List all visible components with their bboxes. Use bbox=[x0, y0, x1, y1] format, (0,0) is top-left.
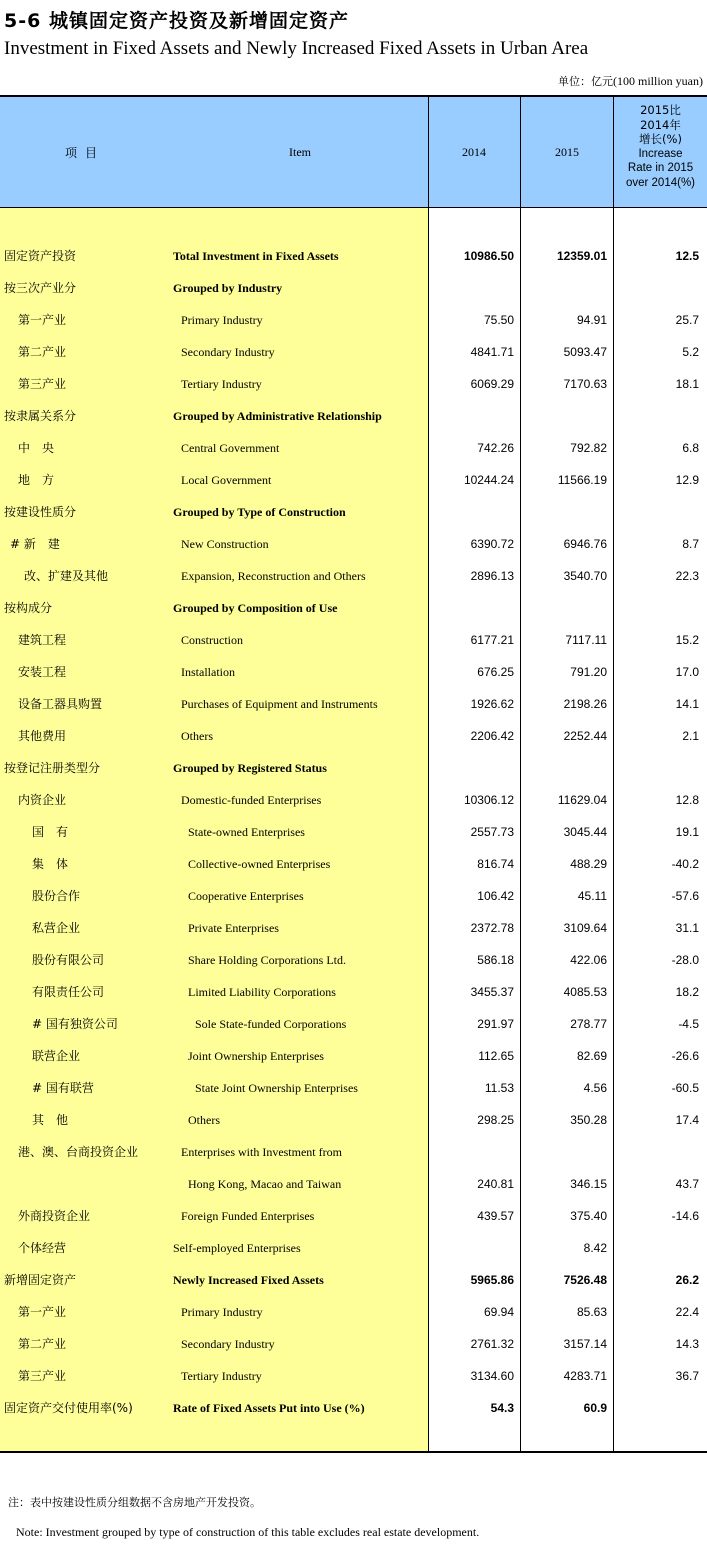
row-value-2014: 676.25 bbox=[477, 665, 514, 679]
row-item-cn: # 国有联营 bbox=[32, 1081, 94, 1095]
header-item-cn: 项目 bbox=[64, 146, 105, 160]
row-value-2014: 291.97 bbox=[477, 1017, 514, 1031]
row-increase-rate: 14.3 bbox=[675, 1337, 699, 1351]
row-value-2015: 3540.70 bbox=[563, 569, 607, 583]
row-increase-rate: 31.1 bbox=[675, 921, 699, 935]
table-header bbox=[0, 97, 707, 208]
row-value-2014: 10306.12 bbox=[463, 793, 514, 807]
row-value-2015: 4085.53 bbox=[563, 985, 607, 999]
table-row bbox=[0, 1072, 707, 1104]
row-item-en: Local Government bbox=[181, 473, 272, 487]
row-value-2014: 112.65 bbox=[478, 1049, 514, 1063]
row-value-2015: 3109.64 bbox=[563, 921, 607, 935]
table-row bbox=[0, 816, 707, 848]
row-item-cn: 按登记注册类型分 bbox=[4, 761, 101, 775]
row-item-en: Others bbox=[188, 1113, 220, 1127]
row-item-cn: 中 央 bbox=[18, 441, 55, 455]
row-increase-rate: 12.5 bbox=[675, 249, 699, 263]
row-item-en: Enterprises with Investment from bbox=[181, 1145, 342, 1159]
row-value-2015: 7117.11 bbox=[565, 633, 607, 647]
row-increase-rate: 22.4 bbox=[675, 1305, 699, 1319]
table-row bbox=[0, 1328, 707, 1360]
header-year-2015: 2015 bbox=[555, 145, 579, 159]
table-row bbox=[0, 784, 707, 816]
row-value-2015: 82.69 bbox=[576, 1049, 607, 1063]
row-value-2014: 3455.37 bbox=[470, 985, 514, 999]
row-value-2015: 2252.44 bbox=[563, 729, 607, 743]
row-increase-rate: -57.6 bbox=[671, 889, 699, 903]
table-row bbox=[0, 432, 707, 464]
table-row bbox=[0, 1264, 707, 1296]
row-item-en: Primary Industry bbox=[181, 313, 263, 327]
table-row bbox=[0, 592, 707, 624]
row-item-en: New Construction bbox=[181, 537, 269, 551]
row-increase-rate: 17.0 bbox=[675, 665, 699, 679]
row-item-en: Sole State-funded Corporations bbox=[195, 1017, 347, 1031]
row-value-2015: 7526.48 bbox=[563, 1273, 607, 1287]
row-item-en: Domestic-funded Enterprises bbox=[181, 793, 322, 807]
table-row bbox=[0, 464, 707, 496]
row-item-cn: 股份合作 bbox=[32, 889, 81, 903]
row-increase-rate: -60.5 bbox=[671, 1081, 699, 1095]
row-item-en: Construction bbox=[181, 633, 243, 647]
row-item-cn: 其他费用 bbox=[18, 729, 67, 743]
row-value-2015: 375.40 bbox=[570, 1209, 607, 1223]
table-row bbox=[0, 1168, 707, 1200]
row-item-cn: # 新 建 bbox=[10, 537, 60, 551]
table-row bbox=[0, 400, 707, 432]
row-item-cn: 第三产业 bbox=[18, 377, 67, 391]
row-item-en: Private Enterprises bbox=[188, 921, 279, 935]
row-value-2015: 346.15 bbox=[570, 1177, 607, 1191]
row-item-cn: # 国有独资公司 bbox=[32, 1017, 118, 1031]
table-row bbox=[0, 1392, 707, 1424]
row-increase-rate: 6.8 bbox=[682, 441, 699, 455]
row-item-en: State-owned Enterprises bbox=[188, 825, 305, 839]
table-row bbox=[0, 720, 707, 752]
row-increase-rate: 12.8 bbox=[675, 793, 699, 807]
row-value-2015: 350.28 bbox=[570, 1113, 607, 1127]
table-row bbox=[0, 336, 707, 368]
row-item-cn: 国 有 bbox=[32, 825, 69, 839]
row-item-en: Hong Kong, Macao and Taiwan bbox=[188, 1177, 342, 1191]
row-item-en: Grouped by Registered Status bbox=[173, 761, 327, 775]
table-row bbox=[0, 1296, 707, 1328]
row-value-2015: 3157.14 bbox=[563, 1337, 607, 1351]
row-item-cn: 按三次产业分 bbox=[4, 281, 77, 295]
data-table bbox=[0, 95, 707, 1453]
row-increase-rate: 14.1 bbox=[675, 697, 699, 711]
header-rate-cn-3: 增长(%) bbox=[639, 132, 682, 146]
row-item-cn: 港、澳、台商投资企业 bbox=[18, 1145, 139, 1159]
page-title-cn: 5-6 城镇固定资产投资及新增固定资产 bbox=[4, 10, 349, 32]
row-value-2015: 11566.19 bbox=[557, 473, 607, 487]
row-increase-rate: -26.6 bbox=[671, 1049, 699, 1063]
row-item-en: Grouped by Industry bbox=[173, 281, 283, 295]
table-row bbox=[0, 1008, 707, 1040]
table-row bbox=[0, 560, 707, 592]
row-item-en: Cooperative Enterprises bbox=[188, 889, 304, 903]
row-increase-rate: 17.4 bbox=[675, 1113, 699, 1127]
row-item-cn: 联营企业 bbox=[32, 1049, 81, 1063]
row-item-cn: 按隶属关系分 bbox=[4, 409, 77, 423]
row-item-en: Rate of Fixed Assets Put into Use (%) bbox=[173, 1401, 365, 1415]
row-item-cn: 第三产业 bbox=[18, 1369, 67, 1383]
footnote-cn: 注：表中按建设性质分组数据不含房地产开发投资。 bbox=[8, 1496, 261, 1509]
table-row bbox=[0, 304, 707, 336]
row-value-2014: 69.94 bbox=[483, 1305, 514, 1319]
row-item-cn: 集 体 bbox=[32, 857, 69, 871]
row-item-en: Primary Industry bbox=[181, 1305, 263, 1319]
row-item-en: Tertiary Industry bbox=[181, 1369, 262, 1383]
row-item-cn: 有限责任公司 bbox=[32, 985, 105, 999]
row-value-2015: 488.29 bbox=[570, 857, 607, 871]
row-value-2015: 12359.01 bbox=[556, 249, 607, 263]
row-item-en: Tertiary Industry bbox=[181, 377, 262, 391]
row-value-2014: 6069.29 bbox=[470, 377, 514, 391]
footnote-en: Note: Investment grouped by type of construction of this table excludes real estate development. bbox=[16, 1525, 480, 1539]
row-item-cn: 内资企业 bbox=[18, 793, 67, 807]
row-value-2014: 10244.24 bbox=[463, 473, 514, 487]
table-row bbox=[0, 528, 707, 560]
header-rate-cn-2: 2014年 bbox=[640, 117, 681, 132]
header-year-2014: 2014 bbox=[462, 145, 486, 159]
row-value-2015: 791.20 bbox=[570, 665, 607, 679]
row-item-en: Installation bbox=[181, 665, 235, 679]
row-item-en: Secondary Industry bbox=[181, 345, 275, 359]
row-item-en: Grouped by Administrative Relationship bbox=[173, 409, 382, 423]
table-row bbox=[0, 688, 707, 720]
row-value-2015: 60.9 bbox=[583, 1401, 607, 1415]
table-row bbox=[0, 912, 707, 944]
row-value-2014: 106.42 bbox=[477, 889, 514, 903]
row-item-en: Joint Ownership Enterprises bbox=[188, 1049, 324, 1063]
row-item-cn: 按建设性质分 bbox=[4, 505, 77, 519]
row-value-2014: 2206.42 bbox=[470, 729, 514, 743]
row-increase-rate: 18.2 bbox=[675, 985, 699, 999]
row-value-2015: 11629.04 bbox=[557, 793, 607, 807]
row-value-2014: 2896.13 bbox=[470, 569, 514, 583]
row-item-en: Expansion, Reconstruction and Others bbox=[181, 569, 366, 583]
unit-label-cn: 单位：亿元 bbox=[558, 75, 613, 88]
row-value-2015: 45.11 bbox=[577, 889, 607, 903]
row-item-en: Others bbox=[181, 729, 213, 743]
row-value-2014: 742.26 bbox=[477, 441, 514, 455]
row-value-2014: 3134.60 bbox=[470, 1369, 514, 1383]
table-row bbox=[0, 656, 707, 688]
row-increase-rate: 36.7 bbox=[675, 1369, 699, 1383]
header-rate-en-3: over 2014(%) bbox=[625, 176, 696, 189]
row-item-cn: 建筑工程 bbox=[18, 633, 67, 647]
row-value-2015: 85.63 bbox=[576, 1305, 607, 1319]
row-value-2014: 5965.86 bbox=[470, 1273, 514, 1287]
row-increase-rate: -14.6 bbox=[671, 1209, 699, 1223]
row-increase-rate: 18.1 bbox=[675, 377, 699, 391]
header-rate-cn-1: 2015比 bbox=[640, 103, 681, 117]
row-increase-rate: -4.5 bbox=[678, 1017, 699, 1031]
row-item-cn: 固定资产交付使用率(%) bbox=[4, 1401, 133, 1415]
table-row bbox=[0, 944, 707, 976]
row-item-en: State Joint Ownership Enterprises bbox=[195, 1081, 358, 1095]
row-increase-rate: -28.0 bbox=[671, 953, 699, 967]
row-value-2014: 2372.78 bbox=[470, 921, 514, 935]
row-item-cn: 个体经营 bbox=[18, 1241, 67, 1255]
row-item-en: Central Government bbox=[181, 441, 280, 455]
row-item-en: Grouped by Composition of Use bbox=[173, 601, 338, 615]
row-item-cn: 新增固定资产 bbox=[4, 1273, 77, 1287]
row-increase-rate: 25.7 bbox=[675, 313, 699, 327]
row-value-2014: 439.57 bbox=[477, 1209, 514, 1223]
row-item-cn: 固定资产投资 bbox=[4, 249, 77, 263]
table-row bbox=[0, 976, 707, 1008]
row-value-2014: 298.25 bbox=[477, 1113, 514, 1127]
table-row bbox=[0, 368, 707, 400]
table-row bbox=[0, 1136, 707, 1168]
header-rate-en-1: Increase bbox=[638, 147, 683, 160]
row-value-2014: 2761.32 bbox=[470, 1337, 514, 1351]
row-increase-rate: -40.2 bbox=[671, 857, 699, 871]
row-increase-rate: 2.1 bbox=[682, 729, 699, 743]
table-row bbox=[0, 880, 707, 912]
row-value-2015: 2198.26 bbox=[563, 697, 607, 711]
row-item-en: Foreign Funded Enterprises bbox=[181, 1209, 315, 1223]
row-item-cn: 第一产业 bbox=[18, 1305, 67, 1319]
row-increase-rate: 26.2 bbox=[675, 1273, 699, 1287]
row-value-2015: 278.77 bbox=[570, 1017, 607, 1031]
row-item-en: Grouped by Type of Construction bbox=[173, 505, 346, 519]
table-row bbox=[0, 1232, 707, 1264]
row-value-2014: 4841.71 bbox=[470, 345, 514, 359]
unit-label bbox=[558, 73, 703, 89]
row-value-2015: 5093.47 bbox=[563, 345, 607, 359]
row-value-2014: 816.74 bbox=[477, 857, 514, 871]
row-increase-rate: 8.7 bbox=[682, 537, 699, 551]
row-increase-rate: 12.9 bbox=[675, 473, 699, 487]
row-value-2014: 6177.21 bbox=[470, 633, 514, 647]
row-item-en: Newly Increased Fixed Assets bbox=[173, 1273, 324, 1287]
row-value-2015: 4.56 bbox=[583, 1081, 607, 1095]
row-value-2015: 94.91 bbox=[576, 313, 607, 327]
row-increase-rate: 22.3 bbox=[675, 569, 699, 583]
row-value-2014: 54.3 bbox=[490, 1401, 514, 1415]
header-increase-rate bbox=[614, 103, 707, 190]
row-item-en: Collective-owned Enterprises bbox=[188, 857, 331, 871]
page-title-en: Investment in Fixed Assets and Newly Increased Fixed Assets in Urban Area bbox=[4, 38, 589, 59]
row-item-en: Secondary Industry bbox=[181, 1337, 275, 1351]
row-value-2014: 2557.73 bbox=[470, 825, 514, 839]
row-value-2015: 7170.63 bbox=[563, 377, 607, 391]
row-value-2014: 75.50 bbox=[483, 313, 514, 327]
row-item-cn: 安装工程 bbox=[18, 665, 67, 679]
row-increase-rate: 43.7 bbox=[675, 1177, 699, 1191]
table-row bbox=[0, 752, 707, 784]
table-row bbox=[0, 1104, 707, 1136]
row-value-2014: 10986.50 bbox=[463, 249, 514, 263]
row-item-cn: 改、扩建及其他 bbox=[24, 569, 109, 583]
row-item-cn: 第一产业 bbox=[18, 313, 67, 327]
table-row bbox=[0, 848, 707, 880]
row-item-cn: 设备工器具购置 bbox=[18, 697, 103, 711]
table-row bbox=[0, 1040, 707, 1072]
row-value-2014: 6390.72 bbox=[470, 537, 514, 551]
row-item-cn: 地 方 bbox=[18, 473, 55, 487]
row-item-en: Purchases of Equipment and Instruments bbox=[181, 697, 378, 711]
row-item-cn: 外商投资企业 bbox=[18, 1209, 91, 1223]
unit-label-en: (100 million yuan) bbox=[613, 74, 703, 88]
row-value-2014: 11.53 bbox=[484, 1081, 514, 1095]
row-increase-rate: 15.2 bbox=[675, 633, 699, 647]
row-item-cn: 第二产业 bbox=[18, 345, 67, 359]
row-value-2014: 586.18 bbox=[477, 953, 514, 967]
row-value-2015: 4283.71 bbox=[563, 1369, 607, 1383]
row-item-cn: 股份有限公司 bbox=[32, 953, 105, 967]
row-item-en: Total Investment in Fixed Assets bbox=[173, 249, 339, 263]
table-row bbox=[0, 240, 707, 272]
row-value-2014: 240.81 bbox=[477, 1177, 514, 1191]
row-value-2015: 792.82 bbox=[570, 441, 607, 455]
row-item-en: Limited Liability Corporations bbox=[188, 985, 336, 999]
row-value-2015: 422.06 bbox=[570, 953, 607, 967]
table-row bbox=[0, 496, 707, 528]
table-row bbox=[0, 1360, 707, 1392]
header-item-en: Item bbox=[289, 145, 311, 159]
table-row bbox=[0, 272, 707, 304]
row-increase-rate: 5.2 bbox=[682, 345, 699, 359]
row-item-cn: 其 他 bbox=[32, 1113, 69, 1127]
row-item-cn: 私营企业 bbox=[32, 921, 81, 935]
row-item-cn: 第二产业 bbox=[18, 1337, 67, 1351]
row-value-2015: 3045.44 bbox=[563, 825, 607, 839]
row-item-en: Self-employed Enterprises bbox=[173, 1241, 301, 1255]
row-item-cn: 按构成分 bbox=[4, 601, 53, 615]
row-increase-rate: 19.1 bbox=[675, 825, 699, 839]
row-value-2015: 6946.76 bbox=[563, 537, 607, 551]
table-row bbox=[0, 1200, 707, 1232]
header-rate-en-2: Rate in 2015 bbox=[627, 162, 694, 174]
row-value-2015: 8.42 bbox=[583, 1241, 607, 1255]
table-row bbox=[0, 624, 707, 656]
row-value-2014: 1926.62 bbox=[470, 697, 514, 711]
row-item-en: Share Holding Corporations Ltd. bbox=[188, 953, 346, 967]
